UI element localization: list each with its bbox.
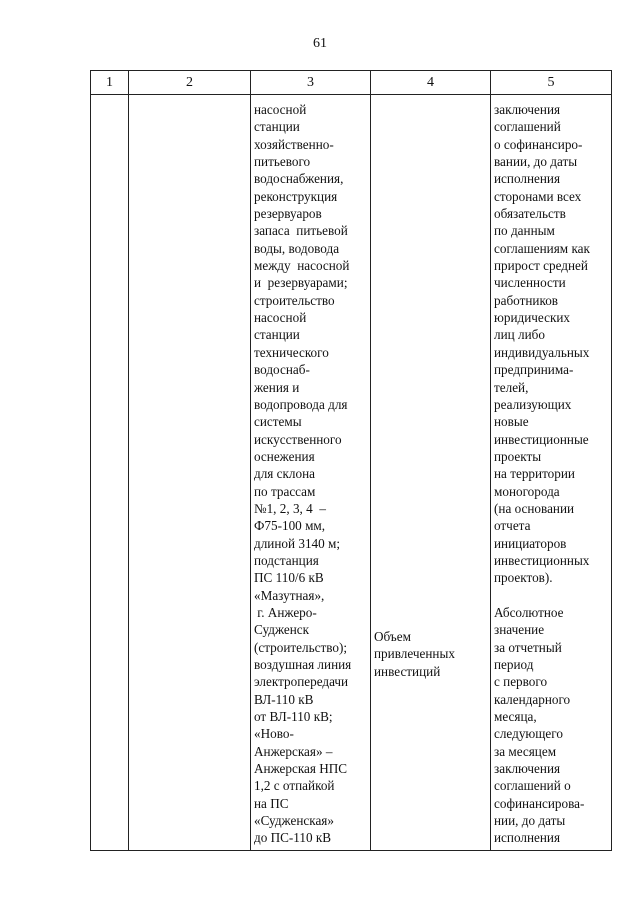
cell-col-5 bbox=[491, 95, 612, 851]
text-line: реализующих bbox=[494, 396, 572, 412]
text-line: резервуаров bbox=[254, 206, 322, 222]
text-line: №1, 2, 3, 4 – bbox=[254, 500, 326, 516]
page-number: 61 bbox=[313, 36, 327, 51]
text-line: воздушная линия bbox=[254, 657, 352, 672]
text-line: месяца, bbox=[494, 709, 537, 725]
text-line: «Ново- bbox=[254, 726, 294, 742]
text-line: водоснаб- bbox=[254, 362, 310, 378]
indicator-name bbox=[371, 95, 490, 850]
text-line: системы bbox=[254, 414, 302, 430]
object-description bbox=[251, 95, 370, 850]
text-line: до ПС-110 кВ bbox=[254, 830, 332, 846]
text-line: Анжерская НПС bbox=[254, 761, 348, 777]
text-line: хозяйственно- bbox=[254, 136, 334, 152]
cell-col-1 bbox=[91, 95, 129, 851]
text-line: Анжерская» – bbox=[254, 743, 333, 759]
text-line: исполнения bbox=[494, 830, 561, 846]
text-line: соглашений о bbox=[494, 778, 571, 794]
text-line: за отчетный bbox=[494, 639, 562, 655]
text-line: о софинансиро- bbox=[494, 136, 583, 152]
text-line: инициаторов bbox=[494, 535, 567, 551]
text-line: проектов). bbox=[494, 570, 553, 586]
column-header-2: 2 bbox=[129, 71, 251, 95]
text-line: подстанция bbox=[254, 552, 319, 568]
text-line: телей, bbox=[494, 379, 529, 395]
calculation-method bbox=[491, 95, 611, 850]
text-line: ПС 110/6 кВ bbox=[254, 570, 324, 586]
text-line: прирост средней bbox=[494, 258, 588, 274]
cell-col-3 bbox=[251, 95, 371, 851]
text-line: технического bbox=[254, 344, 329, 360]
text-line: от ВЛ-110 кВ; bbox=[254, 709, 333, 725]
text-line: насосной bbox=[254, 310, 307, 326]
text-line: привлеченных bbox=[374, 646, 455, 662]
text-line: Абсолютное bbox=[494, 604, 564, 620]
text-line: между насосной bbox=[254, 258, 350, 274]
text-line: насосной bbox=[254, 102, 307, 117]
text-line: лиц либо bbox=[494, 327, 545, 343]
text-line: нии, до даты bbox=[494, 813, 566, 829]
text-line: (на основании bbox=[494, 500, 575, 516]
text-line: Объем bbox=[374, 629, 411, 644]
text-line: софинансирова- bbox=[494, 795, 585, 811]
text-line: по данным bbox=[494, 223, 555, 239]
text-line: исполнения bbox=[494, 171, 561, 187]
text-line: инвестиций bbox=[374, 663, 441, 679]
text-line: вании, до даты bbox=[494, 154, 578, 170]
text-line: водоснабжения, bbox=[254, 171, 344, 187]
text-line: оснежения bbox=[254, 448, 315, 464]
table-header-row bbox=[91, 71, 612, 95]
text-line: ВЛ-110 кВ bbox=[254, 691, 314, 707]
text-line: электропередачи bbox=[254, 674, 349, 690]
text-line: «Мазутная», bbox=[254, 587, 325, 603]
cell-col-4 bbox=[371, 95, 491, 851]
text-line: по трассам bbox=[254, 483, 316, 499]
column-header-3: 3 bbox=[251, 71, 371, 95]
text-line: проекты bbox=[494, 448, 542, 464]
column-header-4: 4 bbox=[371, 71, 491, 95]
text-line: воды, водовода bbox=[254, 240, 340, 256]
text-line: обязательств bbox=[494, 206, 566, 222]
text-line: численности bbox=[494, 275, 566, 291]
text-line: за месяцем bbox=[494, 743, 557, 759]
table-row bbox=[91, 95, 612, 851]
text-line: строительство bbox=[254, 292, 335, 308]
text-line: инвестиционные bbox=[494, 431, 589, 447]
text-line: предпринима- bbox=[494, 362, 574, 378]
text-line: юридических bbox=[494, 310, 570, 326]
text-line: питьевого bbox=[254, 154, 311, 170]
text-line: водопровода для bbox=[254, 396, 348, 412]
text-line: длиной 3140 м; bbox=[254, 535, 341, 551]
text-line: и резервуарами; bbox=[254, 275, 348, 291]
text-line: заключения bbox=[494, 761, 561, 777]
text-line: для склона bbox=[254, 466, 315, 482]
text-line: с первого bbox=[494, 674, 548, 690]
text-line: период bbox=[494, 657, 534, 672]
text-line: станции bbox=[254, 119, 300, 135]
text-line: на ПС bbox=[254, 795, 289, 811]
text-line: индивидуальных bbox=[494, 344, 590, 360]
text-line: Ф75-100 мм, bbox=[254, 518, 326, 534]
text-line: отчета bbox=[494, 518, 531, 534]
text-line: моногорода bbox=[494, 483, 560, 499]
text-line: Судженск bbox=[254, 622, 310, 638]
column-header-1: 1 bbox=[91, 71, 129, 95]
text-line: «Судженская» bbox=[254, 813, 334, 829]
text-line: значение bbox=[494, 622, 545, 638]
paragraph-gap bbox=[494, 587, 609, 604]
column-header-5: 5 bbox=[491, 71, 612, 95]
text-line: новые bbox=[494, 414, 529, 430]
text-line: заключения bbox=[494, 102, 561, 117]
text-line: на территории bbox=[494, 466, 575, 482]
text-line: искусственного bbox=[254, 431, 342, 447]
text-line: г. Анжеро- bbox=[254, 604, 317, 620]
text-line: календарного bbox=[494, 691, 571, 707]
text-line: инвестиционных bbox=[494, 552, 590, 568]
text-line: сторонами всех bbox=[494, 188, 582, 204]
text-line: 1,2 с отпайкой bbox=[254, 778, 335, 794]
cell-col-2 bbox=[129, 95, 251, 851]
text-line: запаса питьевой bbox=[254, 223, 348, 239]
document-table bbox=[90, 70, 612, 851]
text-line: станции bbox=[254, 327, 300, 343]
text-line: работников bbox=[494, 292, 559, 308]
text-line: следующего bbox=[494, 726, 563, 742]
text-line: (строительство); bbox=[254, 639, 348, 655]
text-line: соглашений bbox=[494, 119, 561, 135]
text-line: жения и bbox=[254, 379, 300, 395]
text-line: реконструкция bbox=[254, 188, 338, 204]
text-line: соглашениям как bbox=[494, 240, 590, 256]
